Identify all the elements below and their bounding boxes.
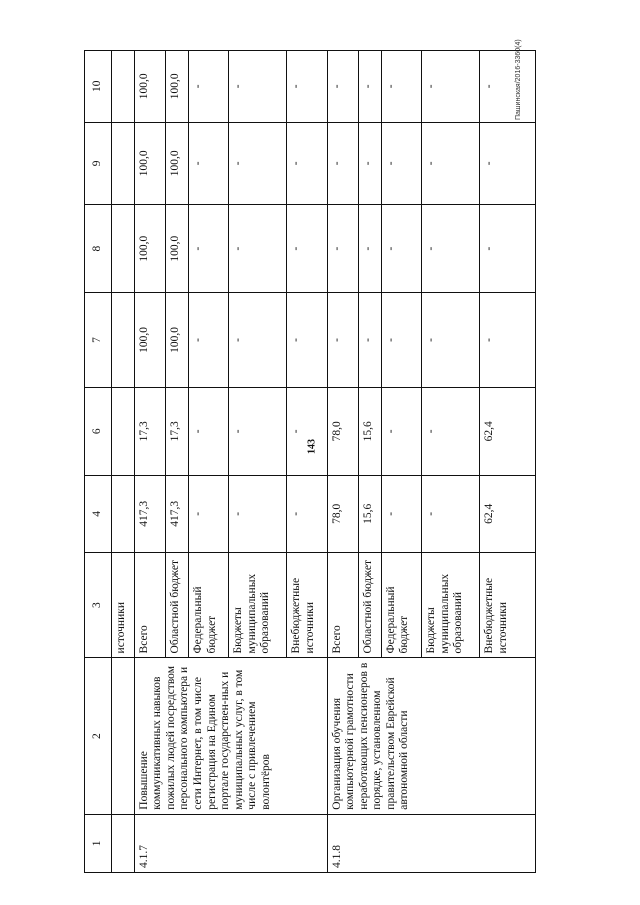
continuation-row bbox=[111, 51, 134, 873]
value-cell-c6: - bbox=[422, 387, 480, 475]
funding-source-cell: Федеральный бюджет bbox=[381, 552, 421, 658]
value-cell-c6: 17,3 bbox=[166, 387, 189, 475]
value-cell-c4: - bbox=[381, 475, 421, 552]
value-cell-c10: - bbox=[287, 51, 327, 123]
value-cell-c4: - bbox=[287, 475, 327, 552]
value-cell-c9: - bbox=[287, 122, 327, 205]
value-cell-c9: - bbox=[480, 122, 536, 205]
value-cell-c10: 100,0 bbox=[166, 51, 189, 123]
header-cell: 8 bbox=[85, 205, 112, 293]
value-cell-c7: - bbox=[229, 293, 287, 388]
value-cell-c10: - bbox=[381, 51, 421, 123]
value-cell-c7: - bbox=[358, 293, 381, 388]
value-cell-c8: - bbox=[189, 205, 229, 293]
value-cell-c6: - bbox=[381, 387, 421, 475]
value-cell-c8: - bbox=[358, 205, 381, 293]
value-cell-c7: - bbox=[327, 293, 358, 388]
value-cell-c10: - bbox=[189, 51, 229, 123]
empty-cell bbox=[111, 205, 134, 293]
value-cell-c9: 100,0 bbox=[134, 122, 165, 205]
funding-source-cell: Областной бюджет bbox=[166, 552, 189, 658]
value-cell-c4: 417,3 bbox=[134, 475, 165, 552]
value-cell-c9: - bbox=[327, 122, 358, 205]
funding-source-cell: Областной бюджет bbox=[358, 552, 381, 658]
header-cell: 4 bbox=[85, 475, 112, 552]
value-cell-c9: - bbox=[189, 122, 229, 205]
value-cell-c8: 100,0 bbox=[166, 205, 189, 293]
empty-cell bbox=[111, 658, 134, 814]
value-cell-c9: - bbox=[358, 122, 381, 205]
value-cell-c7: 100,0 bbox=[166, 293, 189, 388]
value-cell-c8: - bbox=[381, 205, 421, 293]
value-cell-c10: 100,0 bbox=[134, 51, 165, 123]
value-cell-c10: - bbox=[480, 51, 536, 123]
empty-cell bbox=[111, 475, 134, 552]
value-cell-c8: - bbox=[422, 205, 480, 293]
value-cell-c6: - bbox=[189, 387, 229, 475]
empty-cell bbox=[111, 51, 134, 123]
item-description-cell: Повышение коммуникативных навыков пожилых людей посредством персонального компьютера и сети Интернет, в том числе регистрация на Едином портале государствен-ных и муниципальных услуг, в том числе с привлечением волонтёров bbox=[134, 658, 327, 814]
empty-cell bbox=[111, 387, 134, 475]
budget-table bbox=[84, 50, 536, 873]
value-cell-c7: - bbox=[381, 293, 421, 388]
value-cell-c9: 100,0 bbox=[166, 122, 189, 205]
value-cell-c9: - bbox=[229, 122, 287, 205]
table-header-row bbox=[85, 51, 112, 873]
funding-source-cell: Всего bbox=[134, 552, 165, 658]
value-cell-c7: 100,0 bbox=[134, 293, 165, 388]
header-cell: 1 bbox=[85, 814, 112, 872]
rotated-table-container bbox=[84, 50, 536, 873]
value-cell-c7: - bbox=[480, 293, 536, 388]
funding-source-cell: Внебюджетные источники bbox=[287, 552, 327, 658]
value-cell-c9: - bbox=[381, 122, 421, 205]
empty-cell bbox=[111, 122, 134, 205]
value-cell-c4: - bbox=[422, 475, 480, 552]
value-cell-c7: - bbox=[422, 293, 480, 388]
table-row bbox=[327, 51, 358, 873]
header-cell: 2 bbox=[85, 658, 112, 814]
value-cell-c7: - bbox=[287, 293, 327, 388]
item-description-cell: Организация обучения компьютерной грамотности неработающих пенсионеров в порядке, установленном правительством Еврейской автономной области bbox=[327, 658, 535, 814]
header-cell: 10 bbox=[85, 51, 112, 123]
value-cell-c8: - bbox=[480, 205, 536, 293]
funding-source-cell: Бюджеты муниципальных образований bbox=[229, 552, 287, 658]
continuation-source-cell: источники bbox=[111, 552, 134, 658]
value-cell-c6: 17,3 bbox=[134, 387, 165, 475]
value-cell-c4: 15,6 bbox=[358, 475, 381, 552]
value-cell-c10: - bbox=[358, 51, 381, 123]
value-cell-c8: - bbox=[327, 205, 358, 293]
value-cell-c4: - bbox=[189, 475, 229, 552]
value-cell-c7: - bbox=[189, 293, 229, 388]
value-cell-c6: - bbox=[229, 387, 287, 475]
funding-source-cell: Всего bbox=[327, 552, 358, 658]
page-number-text: 143 bbox=[306, 439, 318, 454]
value-cell-c6: - bbox=[287, 387, 327, 475]
value-cell-c8: 100,0 bbox=[134, 205, 165, 293]
value-cell-c8: - bbox=[287, 205, 327, 293]
value-cell-c10: - bbox=[422, 51, 480, 123]
funding-source-cell: Федеральный бюджет bbox=[189, 552, 229, 658]
value-cell-c10: - bbox=[229, 51, 287, 123]
funding-source-cell: Внебюджетные источники bbox=[480, 552, 536, 658]
value-cell-c4: 78,0 bbox=[327, 475, 358, 552]
value-cell-c4: 417,3 bbox=[166, 475, 189, 552]
value-cell-c6: 78,0 bbox=[327, 387, 358, 475]
header-cell: 3 bbox=[85, 552, 112, 658]
header-cell: 6 bbox=[85, 387, 112, 475]
value-cell-c6: 62,4 bbox=[480, 387, 536, 475]
value-cell-c9: - bbox=[422, 122, 480, 205]
value-cell-c4: - bbox=[229, 475, 287, 552]
value-cell-c10: - bbox=[327, 51, 358, 123]
value-cell-c8: - bbox=[229, 205, 287, 293]
value-cell-c6: 15,6 bbox=[358, 387, 381, 475]
empty-cell bbox=[111, 814, 134, 872]
table-row bbox=[134, 51, 165, 873]
document-code-text: Пашинская/2016-3360(4) bbox=[515, 39, 522, 120]
empty-cell bbox=[111, 293, 134, 388]
funding-source-cell: Бюджеты муниципальных образований bbox=[422, 552, 480, 658]
value-cell-c4: 62,4 bbox=[480, 475, 536, 552]
item-code-cell: 4.1.7 bbox=[134, 814, 327, 872]
header-cell: 9 bbox=[85, 122, 112, 205]
header-cell: 7 bbox=[85, 293, 112, 388]
item-code-cell: 4.1.8 bbox=[327, 814, 535, 872]
